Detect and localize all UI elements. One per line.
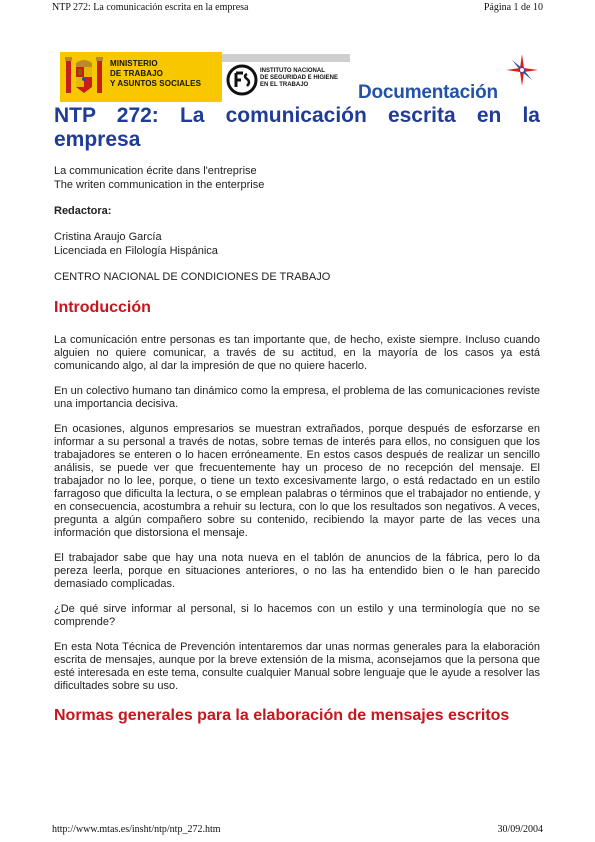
paragraph: En esta Nota Técnica de Prevención intentaremos dar unas normas generales para la elaboración escrita de mensajes, aunque por la breve extensión de la misma, aconsejamos que la persona que esté interesada en este tema, consulte cualquier Manual sobre lenguaje que le ayude a resolver las dificultades sobre su uso. (54, 641, 540, 692)
compass-star-icon (504, 52, 540, 88)
ministerio-text (110, 59, 201, 89)
page-number: Página 1 de 10 (483, 2, 543, 13)
author-role: Licenciada en Filología Hispánica (54, 245, 218, 257)
insht-line: EN EL TRABAJO (260, 82, 309, 89)
subtitle-english: The writen communication in the enterprise (54, 179, 265, 191)
insht-line: DE SEGURIDAD E HIGIENE (260, 75, 339, 82)
author-name: Cristina Araujo García (54, 231, 162, 243)
ministerio-line: DE TRABAJO (110, 69, 164, 78)
redactora-label: Redactora: (54, 205, 112, 217)
ministerio-line: MINISTERIO (110, 59, 158, 68)
section-heading-introduccion: Introducción (54, 299, 151, 316)
paragraph: La comunicación entre personas es tan importante que, de hecho, existe siempre. Incluso cuando alguien no quiere comunicar, a través de su actitud, en la mayoría de los casos ya está comunicando algo, al dar la impresión de que no quiere hacerlo. (54, 334, 540, 372)
insht-logo-icon (226, 64, 258, 96)
ministerio-line: Y ASUNTOS SOCIALES (110, 79, 202, 88)
running-header (52, 2, 543, 16)
documentacion-wordmark: Documentación (358, 82, 498, 103)
document-title: NTP 272: La comunicación escrita en la empresa (54, 104, 540, 151)
insht-line: INSTITUTO NACIONAL (260, 68, 325, 74)
centro-name: CENTRO NACIONAL DE CONDICIONES DE TRABAJO (54, 271, 331, 283)
subtitles (54, 164, 540, 192)
gray-band (222, 54, 350, 62)
insht-text (260, 68, 338, 90)
paragraph: En un colectivo humano tan dinámico como la empresa, el problema de las comunicaciones reviste una importancia decisiva. (54, 385, 540, 410)
author-block (54, 230, 540, 258)
header-title: NTP 272: La comunicación escrita en la empresa (52, 2, 249, 13)
paragraph: El trabajador sabe que hay una nota nueva en el tablón de anuncios de la fábrica, pero lo da pereza leerla, porque en situaciones anteriores, o no las ha entendido bien o le han parecido demasiado complicadas. (54, 552, 540, 590)
footer-date: 30/09/2004 (497, 824, 543, 835)
subtitle-french: La communication écrite dans l'entreprise (54, 165, 257, 177)
footer-url[interactable]: http://www.mtas.es/insht/ntp/ntp_272.htm (52, 824, 221, 835)
section-heading-normas: Normas generales para la elaboración de mensajes escritos (54, 707, 510, 724)
paragraph: ¿De qué sirve informar al personal, si lo hacemos con un estilo y una terminología que no se comprende? (54, 603, 540, 628)
paragraph: En ocasiones, algunos empresarios se muestran extrañados, porque después de esforzarse en informar a su personal a través de notas, sobre temas de interés para ellos, no consiguen que los trabajadores se enteren o lo hacen erróneamente. En estos casos después de realizar un sencillo análisis, se puede ver que frecuentemente hay un proceso de no recepción del mensaje. El trabajador no lo lee, porque, o tiene un texto excesivamente largo, o está redactado en un estilo farragoso que dificulta la lectura, o se emplean palabras o términos que el trabajador no entiende, y en consecuencia, acostumbra a rehuir su lectura, con lo que los resultados son negativos. A veces, pregunta a algún compañero sobre su contenido, recibiendo la mayor parte de las veces una información que distorsiona el mensaje. (54, 423, 540, 539)
document-body (54, 104, 540, 726)
banner (60, 52, 540, 104)
coat-of-arms-icon (64, 55, 104, 99)
ministerio-block (60, 52, 222, 102)
